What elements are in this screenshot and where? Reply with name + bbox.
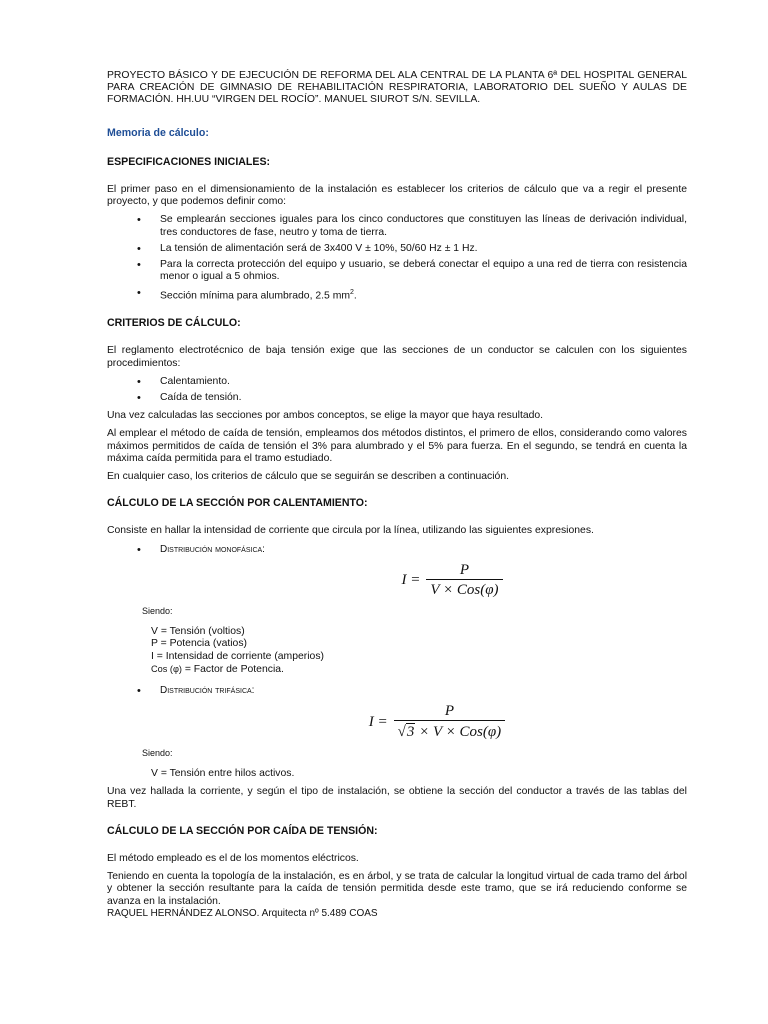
section-title-calentamiento: CÁLCULO DE LA SECCIÓN POR CALENTAMIENTO: <box>107 497 368 510</box>
list-item: • La tensión de alimentación será de 3x400 V ± 10%, 50/60 Hz ± 1 Hz. <box>107 243 687 255</box>
paragraph: Teniendo en cuenta la topología de la instalación, es en árbol, y se trata de calcular la longitud virtual de cada tramo del árbol y obtener la sección resultante para la caída de tensión permitida desde este tramo, que se irá reduciendo conforme se avanza en la instalación. <box>107 871 687 907</box>
formula-lhs: I = <box>401 572 421 589</box>
fraction <box>426 562 502 599</box>
bullet-list <box>107 544 687 556</box>
root-symbol: √ <box>397 723 406 740</box>
list-item: • Para la correcta protección del equipo y usuario, se deberá conectar el equipo a una red de tierra con resistencia menor o igual a 5 ohmios. <box>107 259 687 283</box>
definition-symbol: Cos (φ) <box>151 664 182 675</box>
superscript: 2 <box>350 289 354 297</box>
list-item <box>107 685 687 697</box>
siendo-label: Siendo: <box>142 747 173 758</box>
section-title-criterios: CRITERIOS DE CÁLCULO: <box>107 317 241 330</box>
denominator-rest: × V × Cos(φ) <box>419 723 502 740</box>
list-item: • Calentamiento. <box>107 376 687 388</box>
list-item: • Se emplearán secciones iguales para los cinco conductores que constituyen las líneas de derivación individual, tres conductores de fase, neutro y toma de tierra. <box>107 214 687 238</box>
fraction <box>394 703 506 741</box>
paragraph: El primer paso en el dimensionamiento de la instalación es establecer los criterios de cálculo que va a regir el presente proyecto, y que podemos definir como: <box>107 184 687 208</box>
formula-monofasica <box>217 562 687 599</box>
definitions <box>151 626 687 677</box>
bullet-list <box>107 214 687 303</box>
formula-trifasica <box>187 703 687 741</box>
paragraph: Una vez hallada la corriente, y según el tipo de instalación, se obtiene la sección del conductor a través de las tablas del REBT. <box>107 786 687 810</box>
denominator: V × Cos(φ) <box>426 579 502 599</box>
definitions <box>151 768 687 780</box>
definition: V = Tensión entre hilos activos. <box>151 767 295 779</box>
definition: P = Potencia (vatios) <box>151 638 247 650</box>
radicand: 3 <box>406 723 415 740</box>
definition <box>151 663 687 676</box>
numerator: P <box>459 561 470 578</box>
list-item-end: . <box>353 290 357 302</box>
list-item: • Caída de tensión. <box>107 392 687 404</box>
distribution-label: Distribución trifásica: <box>160 684 255 696</box>
paragraph: En cualquier caso, los criterios de cálculo que se seguirán se describen a continuación. <box>107 470 510 482</box>
bullet-list <box>107 376 687 404</box>
document-header: PROYECTO BÁSICO Y DE EJECUCIÓN DE REFORMA DEL ALA CENTRAL DE LA PLANTA 6ª DEL HOSPITAL GENERAL PARA CREACIÓN DE GIMNASIO DE REHABILITACIÓN RESPIRATORIA, LABORATORIO DEL SUEÑO Y AULAS DE FORMACIÓN. HH.UU “VIRGEN DEL ROCÍO”. MANUEL SIUROT S/N. SEVILLA. <box>107 70 687 106</box>
distribution-label: Distribución monofásica: <box>160 543 265 555</box>
document-page <box>107 70 687 914</box>
siendo-label: Siendo: <box>142 605 173 616</box>
denominator <box>394 720 506 741</box>
square-root <box>398 723 416 741</box>
definition-text: = Factor de Potencia. <box>181 664 284 676</box>
paragraph: Consiste en hallar la intensidad de corriente que circula por la línea, utilizando las siguientes expresiones. <box>107 525 594 537</box>
list-item <box>107 544 687 556</box>
definition: I = Intensidad de corriente (amperios) <box>151 650 324 662</box>
bullet-list <box>107 685 687 697</box>
formula-lhs: I = <box>368 713 388 730</box>
section-title-especificaciones: ESPECIFICACIONES INICIALES: <box>107 155 271 168</box>
definition: V = Tensión (voltios) <box>151 625 245 637</box>
numerator: P <box>444 702 455 719</box>
paragraph: Al emplear el método de caída de tensión, empleamos dos métodos distintos, el primero de ellos, considerando como valores máximos permitidos de caída de tensión el 3% para alumbrado y el 5% para fuerza. En el segundo, se tendrá en cuenta la máxima caída permitida para el tramo estudiado. <box>107 428 687 464</box>
memoria-heading: Memoria de cálculo: <box>107 126 209 139</box>
section-title-caida-tension: CÁLCULO DE LA SECCIÓN POR CAÍDA DE TENSIÓN: <box>107 824 378 837</box>
paragraph: Una vez calculadas las secciones por ambos conceptos, se elige la mayor que haya resultado. <box>107 410 544 422</box>
paragraph: El método empleado es el de los momentos eléctricos. <box>107 853 359 864</box>
page-footer: RAQUEL HERNÁNDEZ ALONSO. Arquitecta nº 5.489 COAS <box>107 908 378 919</box>
list-item-text: Sección mínima para alumbrado, 2.5 mm <box>160 290 350 302</box>
list-item <box>107 287 687 303</box>
paragraph: El reglamento electrotécnico de baja tensión exige que las secciones de un conductor se calculen con los siguientes procedimientos: <box>107 345 687 369</box>
